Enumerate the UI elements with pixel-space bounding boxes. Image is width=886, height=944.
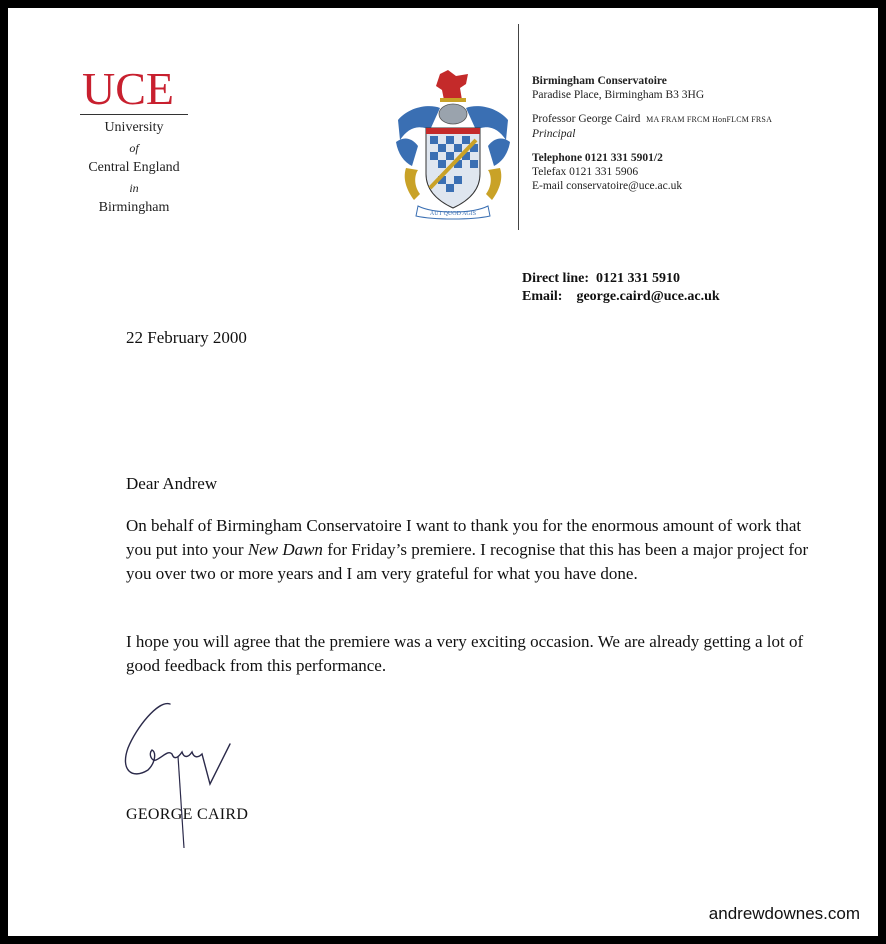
- uce-university: University: [104, 120, 164, 135]
- institution-address: Paradise Place, Birmingham B3 3HG: [532, 89, 705, 101]
- header-divider: [518, 24, 519, 230]
- uce-of: of: [129, 141, 139, 155]
- work-title: New Dawn: [247, 540, 323, 559]
- principal-qualifications: MA FRAM FRCM HonFLCM FRSA: [646, 115, 773, 124]
- direct-contact: [522, 270, 720, 306]
- direct-line-value: 0121 331 5910: [596, 271, 680, 286]
- telefax: Telefax 0121 331 5906: [532, 166, 639, 178]
- uce-logo: UCE: [82, 63, 174, 114]
- uce-divider: [80, 114, 188, 115]
- coat-of-arms-icon: [390, 70, 516, 220]
- institution-name: Birmingham Conservatoire: [532, 75, 667, 87]
- uce-in: in: [129, 181, 139, 195]
- conservatoire-email: E-mail conservatoire@uce.ac.uk: [532, 180, 683, 192]
- letterhead-address: [532, 74, 772, 193]
- principal-line: [532, 112, 772, 127]
- salutation: Dear Andrew: [126, 474, 218, 493]
- signature: [118, 698, 268, 848]
- paragraph-1-end: for Friday’s premiere. I recognise that this has been a major project for you over two or more years and I am very grateful for what you have done.: [126, 540, 809, 583]
- paragraph-2: I hope you will agree that the premiere was a very exciting occasion. We are already getting a lot of good feedback from this performance.: [126, 632, 804, 675]
- email-label: Email:: [522, 289, 563, 304]
- principal-title: Principal: [532, 128, 576, 140]
- uce-central-england: Central England: [88, 160, 180, 175]
- paragraph-1: [126, 514, 826, 586]
- uce-birmingham: Birmingham: [98, 200, 170, 215]
- letter-page: [8, 8, 878, 936]
- telephone: Telephone 0121 331 5901/2: [532, 152, 663, 164]
- paragraph-1-start: On behalf of Birmingham Conservatoire I want to thank you for the enormous amount of work that you put into your: [126, 516, 802, 559]
- crest-motto: AUT QUOD AGIS: [429, 211, 477, 217]
- watermark: andrewdownes.com: [708, 904, 860, 923]
- letter-date: 22 February 2000: [126, 328, 247, 347]
- email-value: george.caird@uce.ac.uk: [576, 289, 720, 304]
- principal-name: Professor George Caird: [532, 113, 641, 125]
- direct-line-label: Direct line:: [522, 271, 589, 286]
- signatory-name: GEORGE CAIRD: [126, 806, 249, 823]
